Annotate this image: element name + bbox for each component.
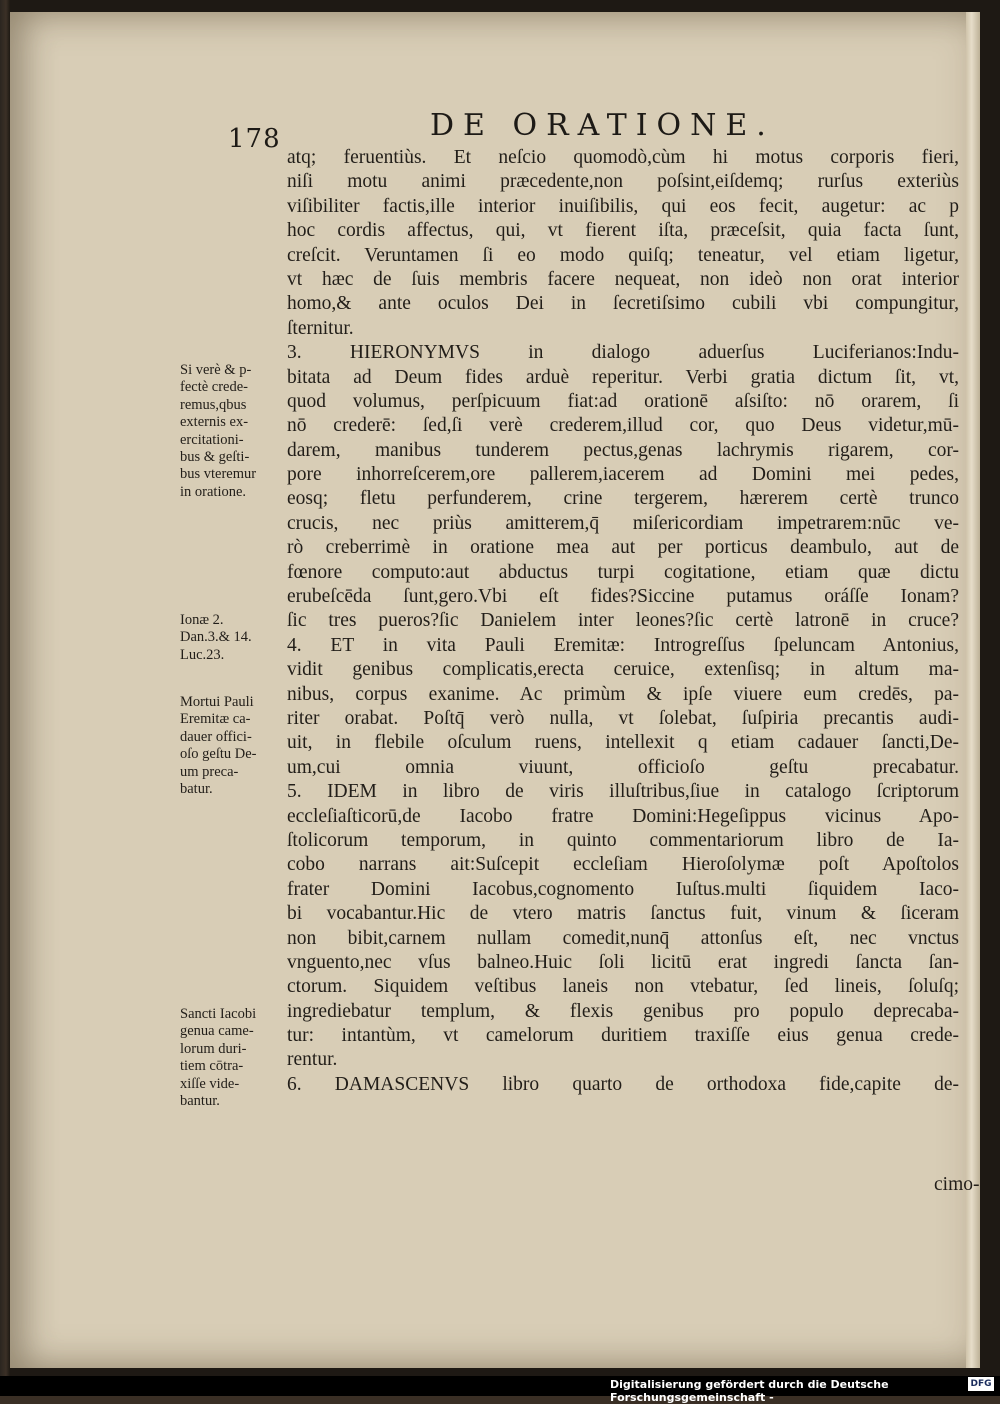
margin-note-line: in oratione.	[180, 483, 247, 500]
text-line: homo,& ante oculos Dei in ſecretiſsimo cubili vbi compungitur,	[287, 293, 959, 315]
text-line: cobo narrans ait:Suſcepit eccleſiam Hieroſolymæ poſt Apoſtolos	[287, 854, 959, 876]
text-line: tur: intantùm, vt camelorum duritiem traxiſſe eius genua crede-	[287, 1025, 959, 1047]
margin-note-line: lorum duri-	[180, 1040, 247, 1057]
text-line: eosq; fletu perfunderem, crine tergerem, hærerem certè trunco	[287, 488, 959, 510]
text-line: ſternitur.	[287, 317, 354, 339]
text-line: rentur.	[287, 1049, 338, 1071]
margin-note-line: um preca-	[180, 763, 239, 780]
text-line: 5. IDEM in libro de viris illuſtribus,ſiue in catalogo ſcriptorum	[287, 781, 959, 803]
digitization-credit: Digitalisierung gefördert durch die Deutsche Forschungsgemeinschaft -	[610, 1378, 889, 1404]
text-line: pore inhorreſcerem,ore pallerem,iacerem ad Domini mei pedes,	[287, 464, 959, 486]
catchword: cimo-	[934, 1174, 980, 1195]
dfg-logo: DFG	[968, 1377, 994, 1391]
margin-note-line: Sancti Iacobi	[180, 1006, 257, 1022]
text-line: ſic tres pueros?ſic Danielem inter leones?ſic certè latronē in cruce?	[287, 610, 959, 632]
text-line: vt hæc de ſuis membris facere nequeat, non ideò non orat interior	[287, 268, 959, 290]
page-number: 178	[228, 124, 281, 154]
margin-note-line: Si verè & p-	[180, 362, 252, 378]
page-edge	[966, 12, 980, 1368]
margin-note-line: bus vteremur	[180, 466, 257, 483]
margin-note-line: Luc.23.	[180, 646, 225, 663]
text-line: bitata ad Deum fides arduè reperitur. Verbi gratia dictum ſit, vt,	[287, 366, 959, 388]
text-line: bi vocabantur.Hic de vtero matris ſanctus fuit, vinum & ſiceram	[287, 903, 959, 925]
margin-note-line: bus & geſti-	[180, 449, 250, 466]
text-line: frater Domini Iacobus,cognomento Iuſtus.multi ſiquidem Iaco-	[287, 878, 959, 900]
margin-note-line: fectè crede-	[180, 379, 249, 396]
text-line: 3. HIERONYMVS in dialogo aduerſus Luciferianos:Indu-	[287, 342, 959, 364]
text-line: 4. ET in vita Pauli Eremitæ: Introgreſſus ſpeluncam Antonius,	[287, 634, 959, 656]
text-line: rò creberrimè in oratione mea aut per porticus deambulo, aut de	[287, 537, 959, 559]
text-line: um,cui omnia viuunt, officioſo geſtu precabatur.	[287, 756, 959, 778]
text-line: uit, in flebile oſculum ruens, intellexit q etiam cadauer ſancti,De-	[287, 732, 959, 754]
text-line: ingrediebatur templum, & flexis genibus pro populo deprecaba-	[287, 1000, 959, 1022]
text-line: vnguento,nec vſus balneo.Huic ſoli licitū erat ingredi ſancta ſan-	[287, 951, 959, 973]
text-line: nō crederē: ſed,ſi verè crederem,illud cor, quo Deus videtur,mū-	[287, 415, 959, 437]
text-line: darem, manibus tunderem pectus,genas lachrymis rigarem, cor-	[287, 439, 959, 461]
margin-note-line: Dan.3.& 14.	[180, 629, 252, 646]
text-line: erubeſcēda ſunt,gero.Vbi eſt fides?Siccine putamus oráſſe Ionam?	[287, 586, 959, 608]
text-line: fœnore computo:aut abductus turpi cogitatione, etiam quæ dictu	[287, 561, 959, 583]
text-line: niſi motu animi præcedente,non poſsint,eiſdemq; rurſus exteriùs	[287, 171, 959, 193]
running-title: DE ORATIONE.	[430, 108, 775, 143]
main-text-block	[287, 146, 959, 1097]
text-line: viſibiliter factis,ille interior inuiſibilis, qui eos fecit, augetur: ac p	[287, 195, 959, 217]
margin-note-line: Eremitæ ca-	[180, 711, 251, 728]
text-line: creſcit. Veruntamen ſi eo modo quiſq; teneatur, vel etiam ligetur,	[287, 244, 959, 266]
margin-note-line: tiem cōtra-	[180, 1058, 244, 1075]
text-line: atq; feruentiùs. Et neſcio quomodò,cùm hi motus corporis fieri,	[287, 147, 959, 168]
text-line: nibus, corpus exanime. Ac primùm & ipſe viuere eum credēs, pa-	[287, 683, 959, 705]
text-line: ſtolicorum temporum, in quinto commentariorum libro de Ia-	[287, 829, 959, 851]
margin-note-line: Ionæ 2.	[180, 612, 224, 628]
text-line: ctorum. Siquidem veſtibus laneis non vtebatur, ſed lineis, ſoluſq;	[287, 976, 959, 998]
margin-note-line: batur.	[180, 781, 213, 798]
text-line: eccleſiaſticorū,de Iacobo fratre Domini:Hegeſippus vicinus Apo-	[287, 805, 959, 827]
text-line: hoc cordis affectus, qui, vt fierent iſta, præceſsit, quia facta ſunt,	[287, 220, 959, 242]
margin-note-line: externis ex-	[180, 414, 249, 431]
margin-note-line: remus,qbus	[180, 396, 247, 413]
margin-note-line: bantur.	[180, 1093, 220, 1110]
margin-note-line: ercitationi-	[180, 431, 244, 448]
margin-note-line: dauer offici-	[180, 728, 252, 745]
margin-note-4	[180, 1006, 288, 1110]
margin-note-line: Mortui Pauli	[180, 694, 254, 710]
margin-note-2	[180, 612, 288, 664]
text-line: riter orabat. Poſtq̄ verò nulla, vt ſolebat, ſuſpiria precantis audi-	[287, 707, 959, 729]
margin-note-1	[180, 362, 288, 501]
text-line: vidit genibus complicatis,erecta ceruice, extenſisq; in altum ma-	[287, 659, 959, 681]
margin-note-line: xiſſe vide-	[180, 1075, 240, 1092]
margin-note-line: genua came-	[180, 1023, 254, 1040]
margin-note-line: oſo geſtu De-	[180, 746, 257, 763]
text-line: quod volumus, perſpicuum fiat:ad orationē aſsiſto: nō orarem, ſi	[287, 390, 959, 412]
text-line: crucis, nec priùs amitterem,q̄ miſericordiam impetrarem:nūc ve-	[287, 512, 959, 534]
text-line: non bibit,carnem nullam comedit,nunq̄ attonſus eſt, nec vnctus	[287, 927, 959, 949]
text-line: 6. DAMASCENVS libro quarto de orthodoxa fide,capite de-	[287, 1073, 959, 1095]
margin-note-3	[180, 694, 288, 798]
